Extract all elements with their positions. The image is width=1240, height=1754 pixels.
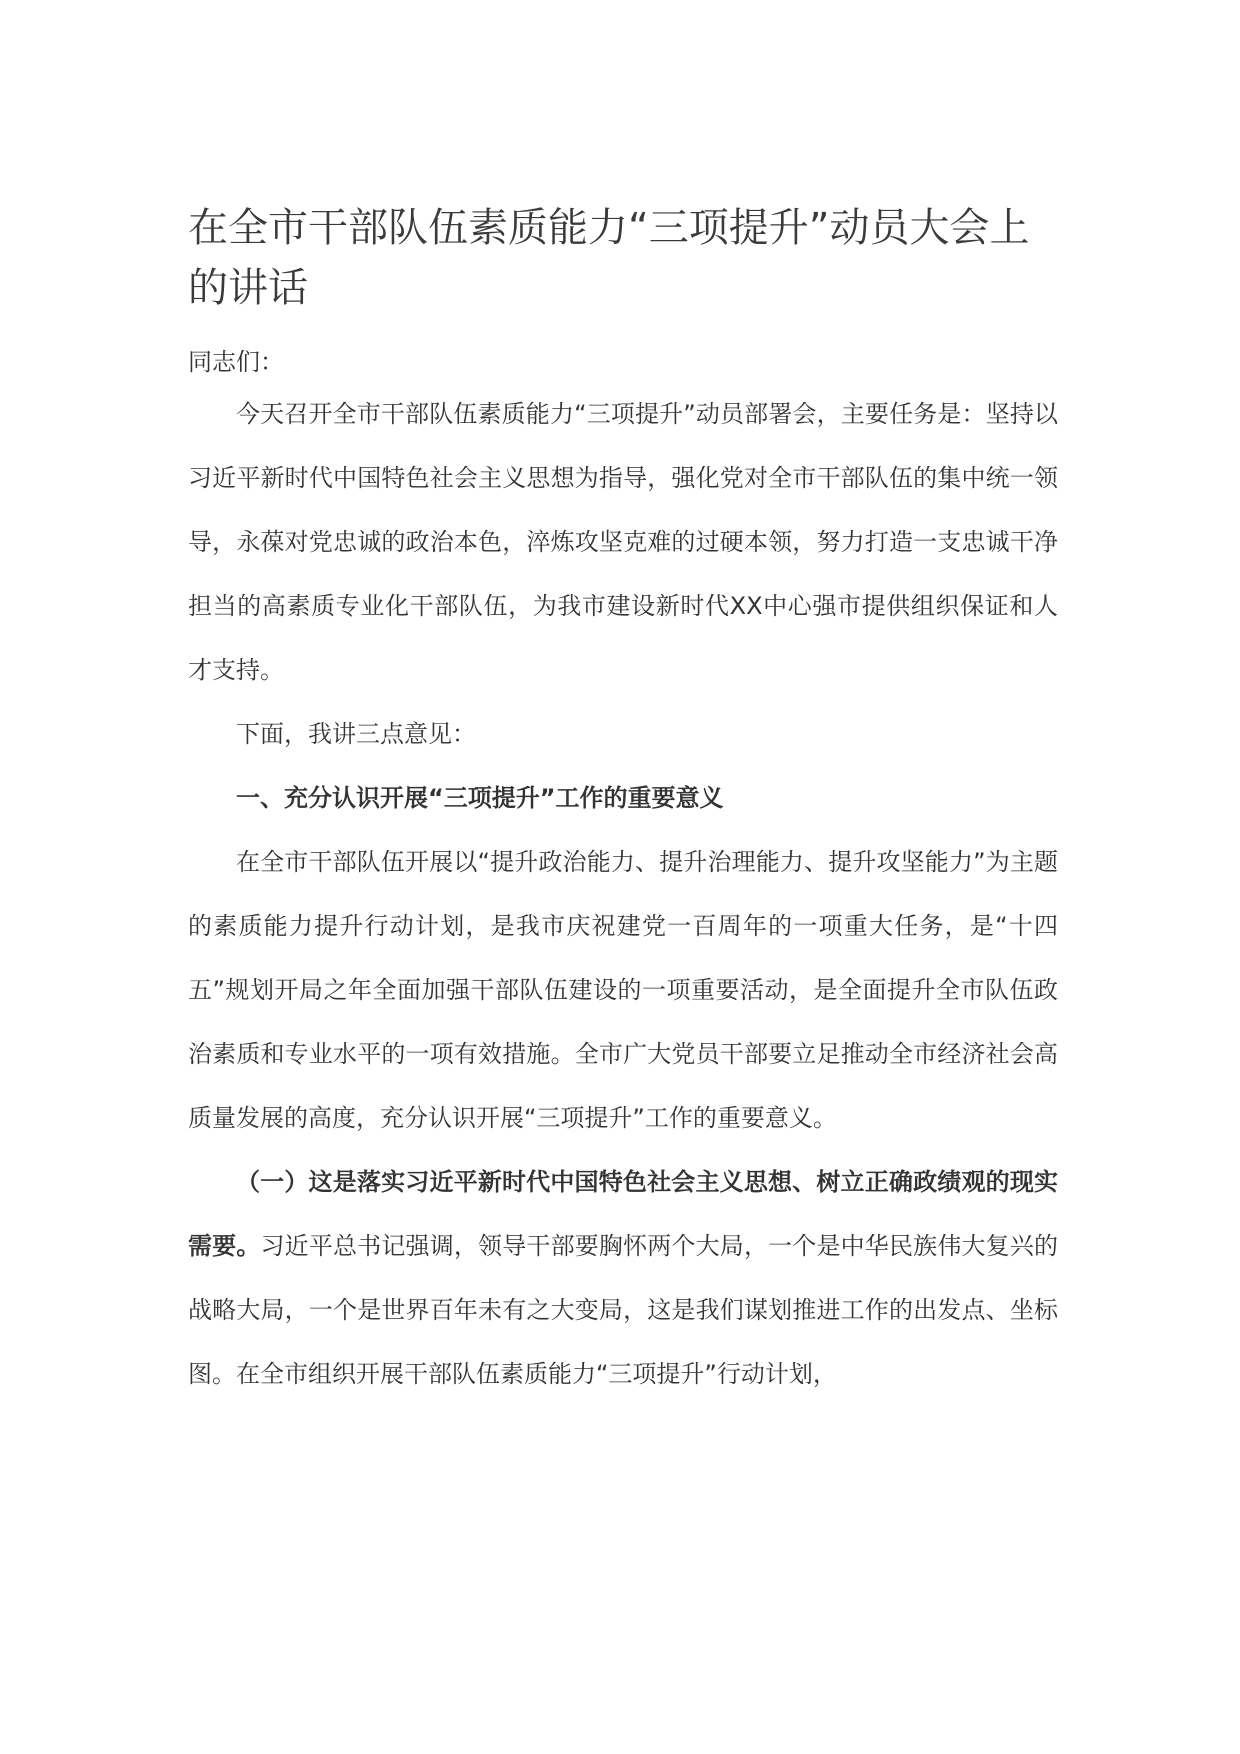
- subsection-1-paragraph: [188, 1150, 1058, 1406]
- salutation: 同志们：: [188, 348, 284, 376]
- intro-paragraph: 今天召开全市干部队伍素质能力“三项提升”动员部署会，主要任务是：坚持以习近平新时代中国特色社会主义思想为指导，强化党对全市干部队伍的集中统一领导，永葆对党忠诚的政治本色，淬炼攻坚克难的过硬本领，努力打造一支忠诚干净担当的高素质专业化干部队伍，为我市建设新时代XX中心强市提供组织保证和人才支持。: [188, 400, 1058, 684]
- document-page: [188, 198, 1058, 1406]
- section-heading-1: 一、充分认识开展“三项提升”工作的重要意义: [236, 784, 724, 812]
- section-1-paragraph: 在全市干部队伍开展以“提升政治能力、提升治理能力、提升攻坚能力”为主题的素质能力提升行动计划，是我市庆祝建党一百周年的一项重大任务，是“十四五”规划开局之年全面加强干部队伍建设的一项重要活动，是全面提升全市队伍政治素质和专业水平的一项有效措施。全市广大党员干部要立足推动全市经济社会高质量发展的高度，充分认识开展“三项提升”工作的重要意义。: [188, 848, 1058, 1132]
- subsection-1-lead: （一）这是落实习近平新时代中国特色社会主义思想、树立正确政绩观的现实需要。: [188, 1168, 1058, 1260]
- subsection-1-body: 习近平总书记强调，领导干部要胸怀两个大局，一个是中华民族伟大复兴的战略大局，一个是世界百年未有之大变局，这是我们谋划推进工作的出发点、坐标图。在全市组织开展干部队伍素质能力“三项提升”行动计划，: [188, 1232, 1058, 1388]
- document-title: 在全市干部队伍素质能力“三项提升”动员大会上的讲话: [188, 205, 1030, 311]
- transition-paragraph: 下面，我讲三点意见：: [236, 720, 476, 748]
